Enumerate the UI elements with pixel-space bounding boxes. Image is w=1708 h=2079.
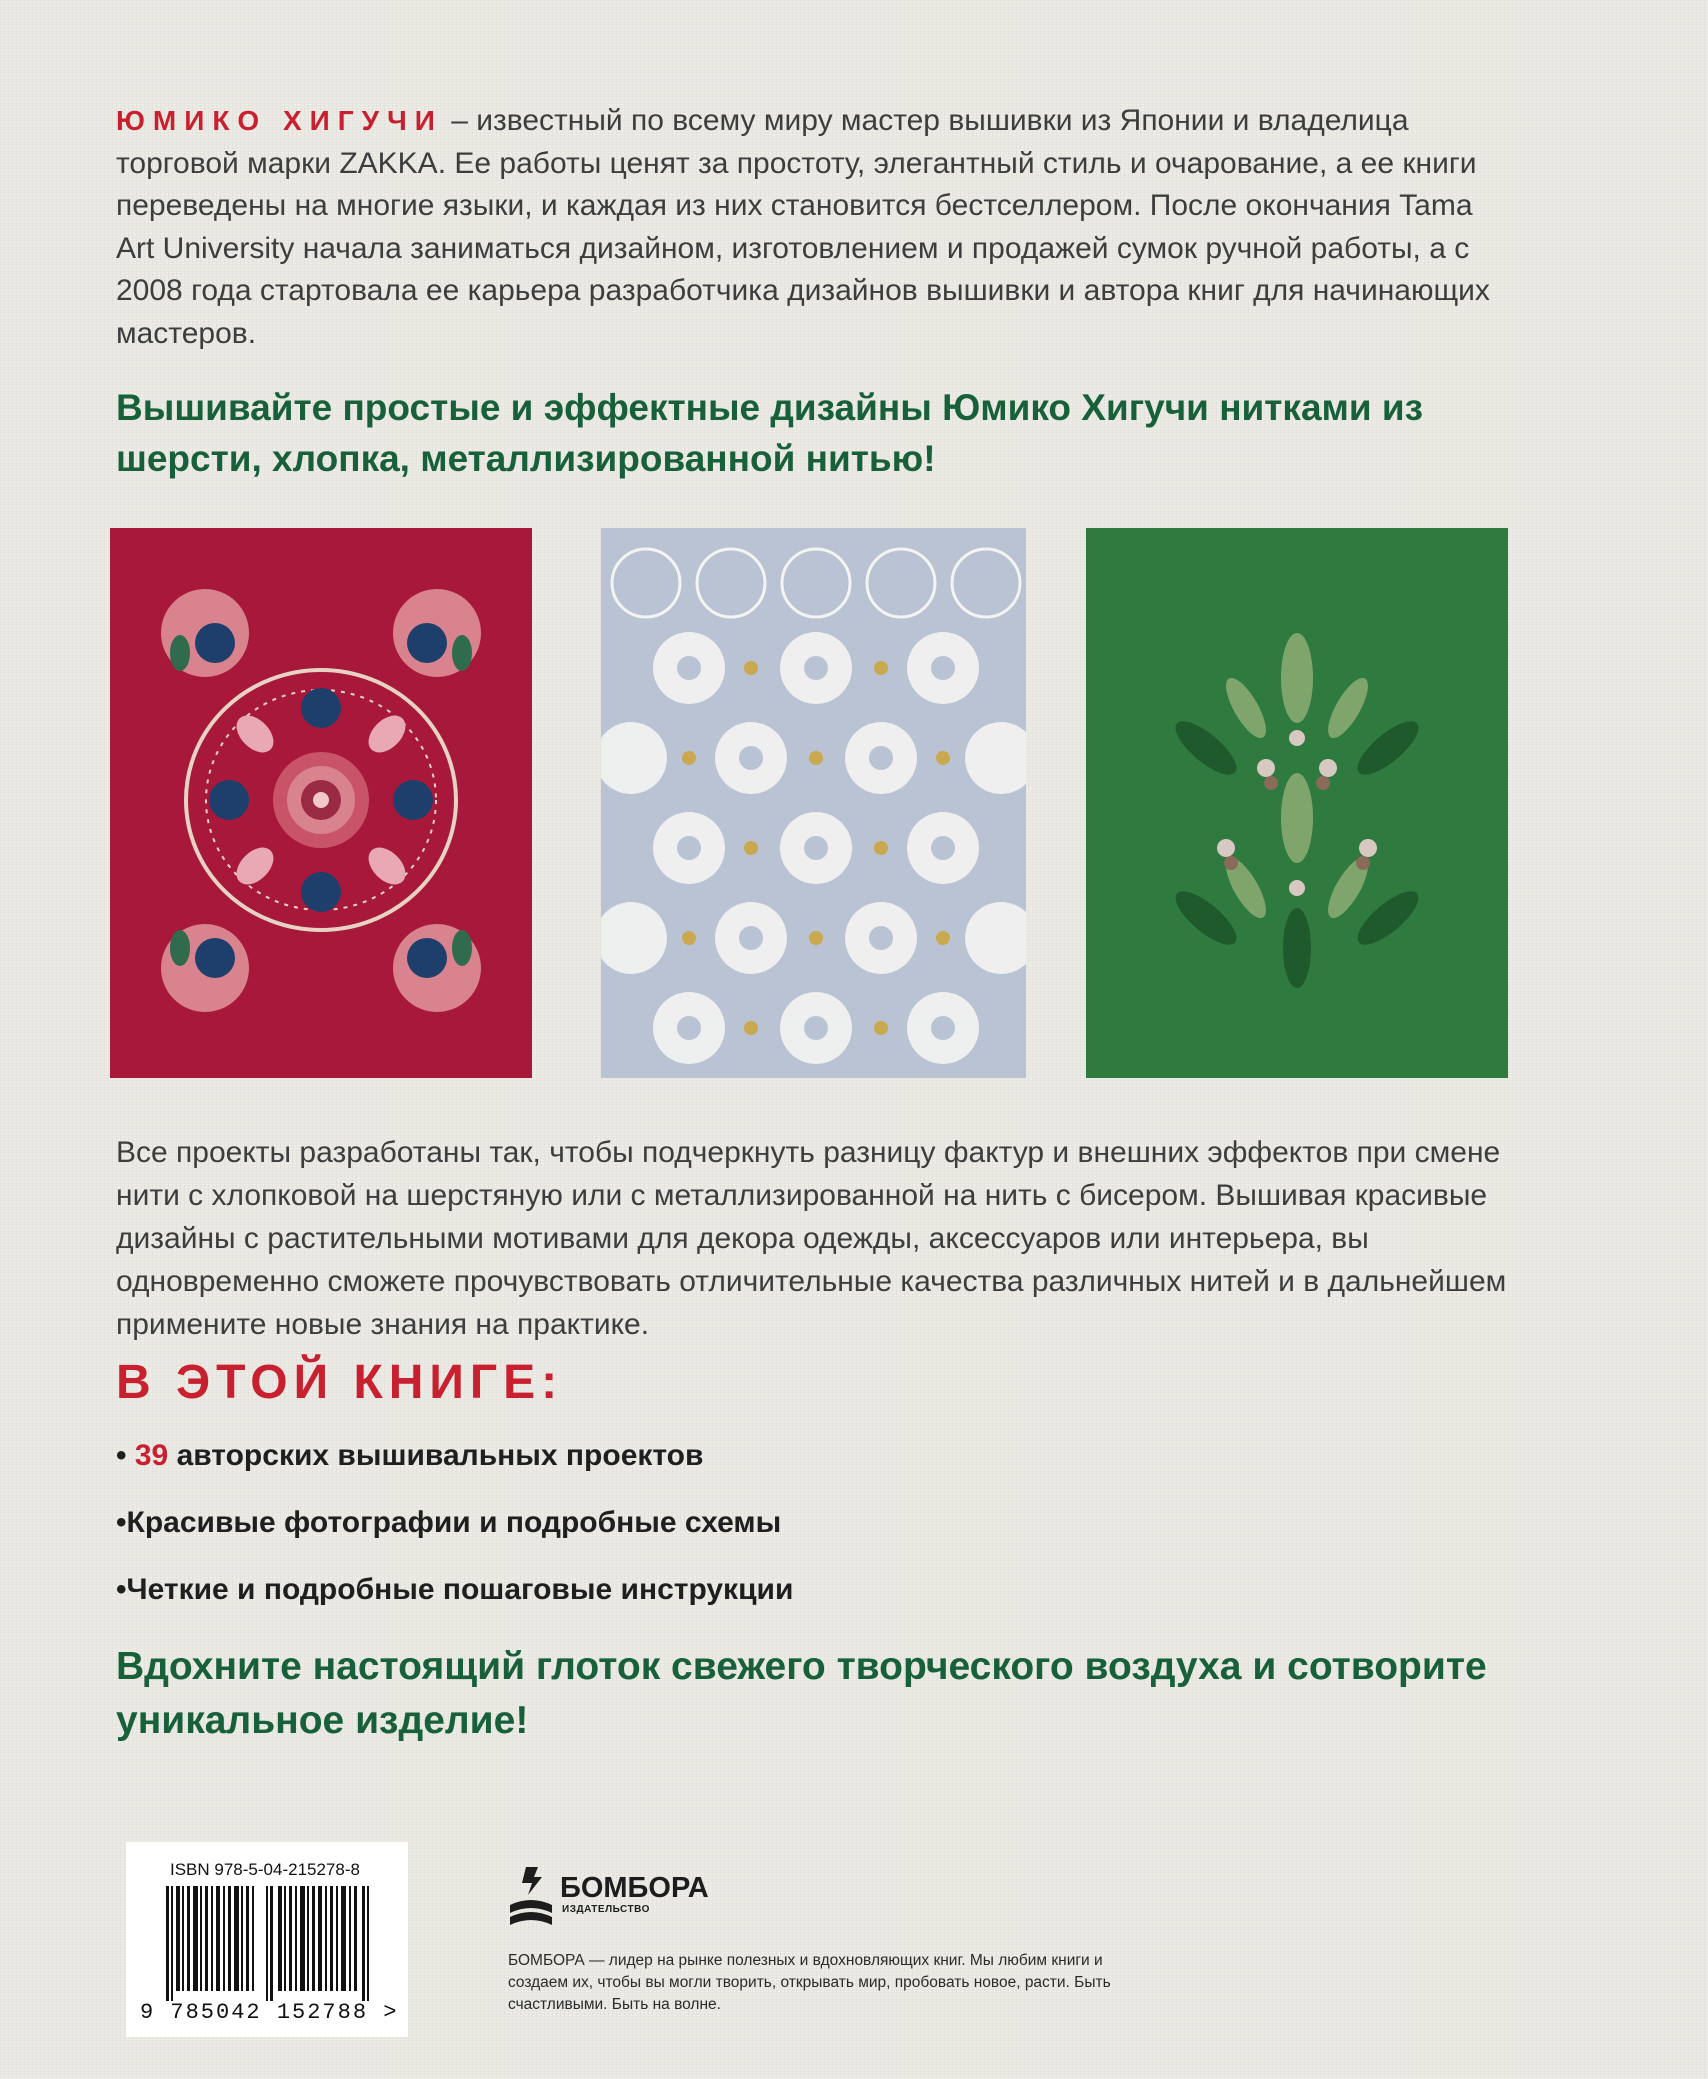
bombora-logo-icon — [508, 1865, 554, 1931]
publisher-subtitle: ИЗДАТЕЛЬСТВО — [562, 1904, 650, 1915]
in-book-list — [116, 1436, 793, 1637]
list-item-text: авторских вышивальных проектов — [176, 1439, 704, 1472]
embroidery-photos — [0, 528, 1708, 1078]
barcode-panel — [126, 1842, 408, 2037]
author-bio: – известный по всему миру мастер вышивки из Японии и владелица торговой марки ZAKKA. Ее работы ценят за простоту, элегантный стиль и очарование, а ее книги переведены на многие языки, и каждая из них становится бестселлером. После окончания Tama Art University начала заниматься дизайном, изготовлением и продажей сумок ручной работы, а с 2008 года стартовала ее карьера разработчика дизайнов вышивки и автора книг для начинающих мастеров. — [116, 104, 1490, 350]
bullet-marker: • — [116, 1506, 127, 1539]
list-item — [116, 1436, 793, 1503]
bullet-marker: • — [116, 1573, 127, 1606]
project-count: 39 — [134, 1439, 169, 1472]
publisher-description: БОМБОРА — лидер на рынке полезных и вдохновляющих книг. Мы любим книги и создаем их, чтобы вы могли творить, открывать мир, пробовать новое, расти. Быть счастливыми. Быть на волне. — [508, 1952, 1111, 2013]
in-book-heading: В ЭТОЙ КНИГЕ: — [116, 1356, 564, 1409]
list-item-text: Четкие и подробные пошаговые инструкции — [126, 1573, 794, 1606]
list-item — [116, 1503, 793, 1570]
projects-description: Все проекты разработаны так, чтобы подчеркнуть разницу фактур и внешних эффектов при смене нити с хлопковой на шерстяную или с металлизированной на нить с бисером. Вышивая красивые дизайны с растительными мотивами для декора одежды, аксессуаров или интерьера, вы одновременно сможете прочувствовать отличительные качества различных нитей и в дальнейшем примените новые знания на практике. — [116, 1136, 1507, 1341]
list-item — [116, 1570, 793, 1637]
barcode-number: 9 785042 152788 > — [140, 2000, 399, 2025]
headline-threads: Вышивайте простые и эффектные дизайны Юмико Хигучи нитками из шерсти, хлопка, металлизированной нитью! — [116, 387, 1424, 479]
photo-white-embroidery — [601, 528, 1026, 1078]
barcode-icon — [166, 1886, 376, 2001]
publisher-name: БОМБОРА — [560, 1872, 709, 1904]
photo-green-embroidery — [1086, 528, 1508, 1078]
author-intro — [116, 100, 1516, 355]
headline-inspire: Вдохните настоящий глоток свежего творческого воздуха и сотворите уникальное изделие! — [116, 1645, 1487, 1742]
list-item-text: Красивые фотографии и подробные схемы — [126, 1506, 782, 1539]
isbn-label: ISBN 978-5-04-215278-8 — [170, 1860, 360, 1879]
photo-red-embroidery — [110, 528, 532, 1078]
author-name: ЮМИКО ХИГУЧИ — [116, 105, 443, 136]
bullet-marker: • — [116, 1439, 127, 1472]
